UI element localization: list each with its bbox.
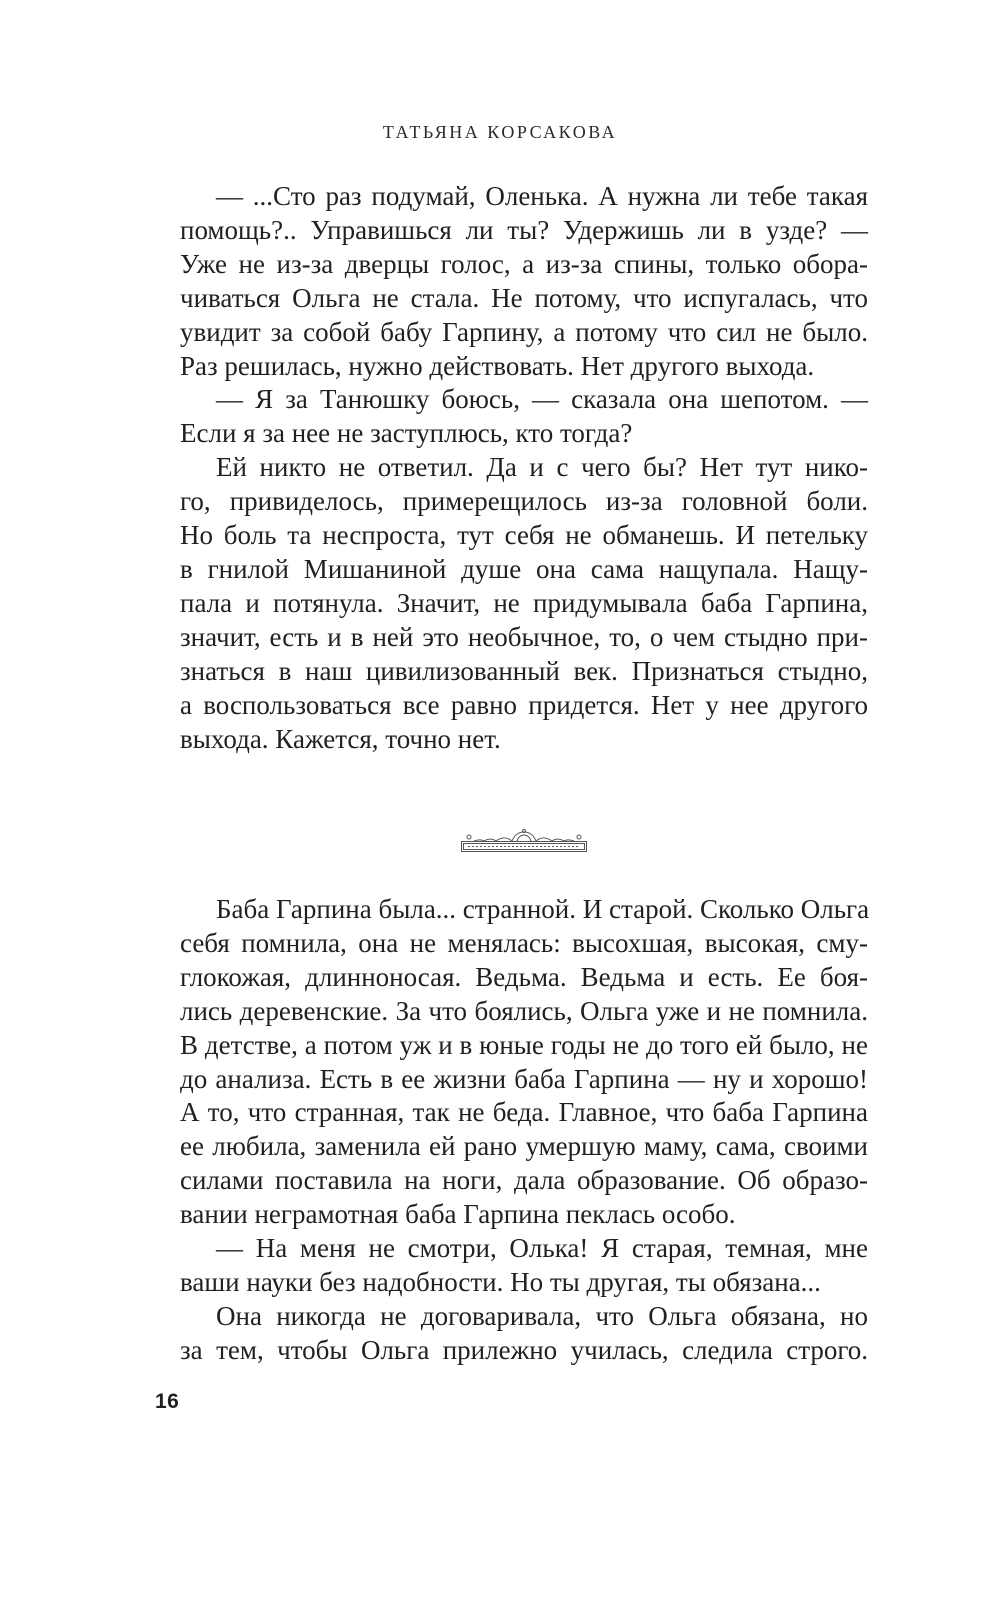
text-line: до анализа. Есть в ее жизни баба Гарпина — ну и хорошо! <box>180 1063 868 1094</box>
paragraph <box>180 383 868 451</box>
paragraph <box>180 893 868 1232</box>
text-line: Если я за нее не заступлюсь, кто тогда? <box>180 418 633 449</box>
text-line: в гнилой Мишаниной душе она сама нащупала. Нащу- <box>180 553 868 584</box>
running-head: ТАТЬЯНА КОРСАКОВА <box>382 122 618 142</box>
text-line: глокожая, длинноносая. Ведьма. Ведьма и есть. Ее боя- <box>180 961 868 992</box>
text-line: за тем, чтобы Ольга прилежно училась, следила строго. <box>180 1334 868 1365</box>
text-line: — Я за Танюшку боюсь, — сказала она шепотом. — <box>216 384 868 415</box>
text-line: Раз решилась, нужно действовать. Нет другого выхода. <box>180 350 815 381</box>
text-line: а воспользоваться все равно придется. Нет у нее другого <box>180 689 868 720</box>
text-line: го, привиделось, примерещилось из-за головной боли. <box>180 486 868 517</box>
text-line: себя помнила, она не менялась: высохшая, высокая, сму- <box>180 927 868 958</box>
text-line: значит, есть и в ней это необычное, то, о чем стыдно при- <box>180 621 868 652</box>
text-section-1 <box>180 180 868 756</box>
text-line: выхода. Кажется, точно нет. <box>180 723 501 754</box>
text-line: ваши науки без надобности. Но ты другая, ты обязана... <box>180 1266 821 1297</box>
text-line: Уже не из-за дверцы голос, а из-за спины, только обора- <box>180 248 868 279</box>
text-line: силами поставила на ноги, дала образование. Об образо- <box>180 1165 868 1196</box>
text-line: Но боль та неспроста, тут себя не обманешь. И петельку <box>180 520 868 551</box>
text-line: вании неграмотная баба Гарпина пеклась особо. <box>180 1199 736 1230</box>
text-line: — ...Сто раз подумай, Оленька. А нужна ли тебе такая <box>216 181 868 211</box>
text-line: — На меня не смотри, Олька! Я старая, темная, мне <box>216 1233 868 1264</box>
text-line: знаться в наш цивилизованный век. Признаться стыдно, <box>180 655 868 686</box>
text-section-2 <box>180 893 868 1368</box>
text-line: Баба Гарпина была... странной. И старой. Сколько Ольга <box>216 894 870 924</box>
text-line: Ей никто не ответил. Да и с чего бы? Нет тут нико- <box>216 452 868 483</box>
text-line: А то, что странная, так не беда. Главное, что баба Гарпина <box>180 1097 868 1128</box>
page-number: 16 <box>155 1390 180 1413</box>
paragraph <box>180 1232 868 1300</box>
paragraph <box>180 1300 868 1368</box>
ornament-divider-icon <box>460 828 588 854</box>
paragraph <box>180 180 868 383</box>
text-line: помощь?.. Управишься ли ты? Удержишь ли в узде? — <box>180 214 868 245</box>
paragraph <box>180 451 868 756</box>
text-line: В детстве, а потом уж и в юные годы не до того ей было, не <box>180 1029 868 1060</box>
text-line: увидит за собой бабу Гарпину, а потому что сил не было. <box>180 316 868 347</box>
text-line: ее любила, заменила ей рано умершую маму, сама, своими <box>180 1131 868 1162</box>
text-line: чиваться Ольга не стала. Не потому, что испугалась, что <box>180 282 868 313</box>
text-line: лись деревенские. За что боялись, Ольга уже и не помнила. <box>180 995 868 1026</box>
text-line: пала и потянула. Значит, не придумывала баба Гарпина, <box>180 587 868 618</box>
text-line: Она никогда не договаривала, что Ольга обязана, но <box>216 1300 868 1331</box>
